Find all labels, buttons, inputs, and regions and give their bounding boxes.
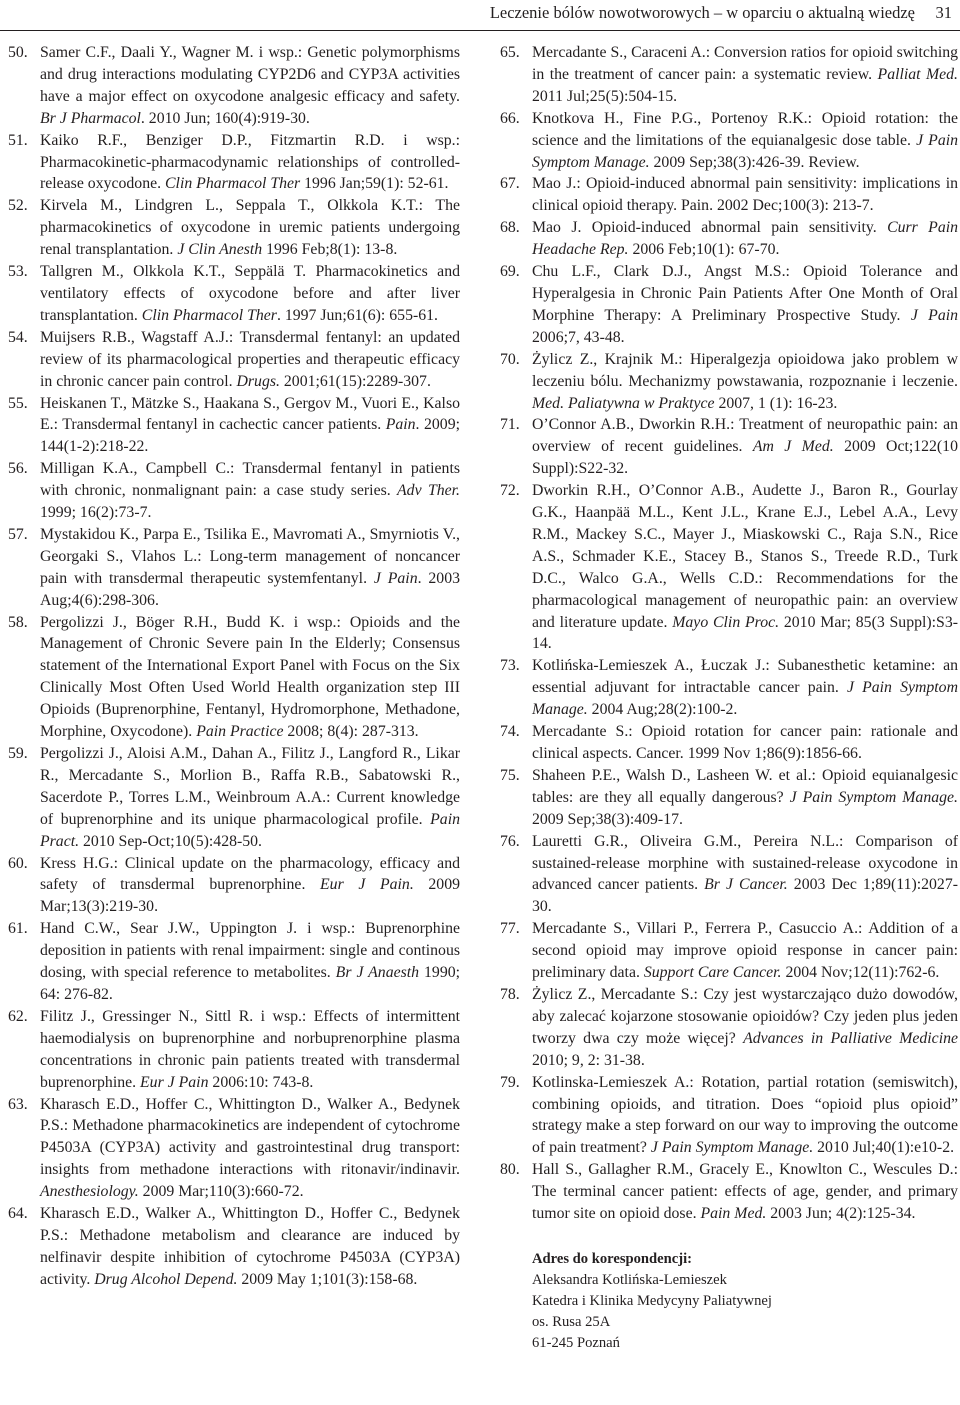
- correspondence-line: Katedra i Klinika Medycyny Paliatywnej: [532, 1292, 772, 1309]
- reference-details: 2009 May 1;101(3):158-68.: [237, 1270, 418, 1288]
- reference-number: 69.: [500, 263, 520, 281]
- reference-journal: Eur J Pain: [140, 1073, 209, 1091]
- reference-details: 2007, 1 (1): 16-23.: [714, 394, 838, 412]
- reference-details: 2009 Mar;13(3):219-30.: [40, 876, 461, 916]
- reference-item: [500, 721, 958, 765]
- reference-number: 60.: [8, 854, 28, 872]
- reference-journal: Med. Paliatywna w Praktyce: [532, 394, 715, 412]
- reference-journal: Mayo Clin Proc.: [672, 613, 780, 631]
- reference-number: 62.: [8, 1007, 28, 1025]
- reference-journal: Br J Pharmacol: [40, 109, 141, 127]
- reference-details: . 2003 Aug;4(6):298-306.: [40, 569, 460, 609]
- reference-journal: Pain: [385, 416, 416, 434]
- reference-text: Mercadante S., Caraceni A.: Conversion ratios for opioid switching in the treatment of cancer pain: a systematic review.: [532, 44, 958, 83]
- reference-number: 78.: [500, 985, 520, 1003]
- reference-journal: Br J Anaesth: [335, 964, 420, 982]
- reference-item: [8, 1006, 460, 1094]
- reference-item: [8, 743, 460, 853]
- reference-item: [8, 42, 460, 130]
- reference-text: Dworkin R.H., O’Connor A.B., Audette J., Baron R., Gourlay G.K., Haanpää M.L., Kent J.L., Krane E.J., Lebel A.A., Levy R.M., Mackey S.C., Mayer J., Miaskowski C., Raja S.N., Rice A.S., Schmader K.E., Stacey B., Stanos S., Treede R.D., Turk D.C., Walco G.A., Wells C.D.: Recommendations for the pharmacological management of neuropathic pain: an overview and literature update.: [532, 482, 958, 631]
- reference-journal: J Clin Anesth: [177, 241, 263, 259]
- reference-item: [8, 612, 460, 743]
- reference-details: 2003 Dec 1;89(11):2027-30.: [532, 876, 958, 916]
- reference-item: [500, 831, 958, 919]
- reference-journal: Br J Cancer.: [704, 876, 788, 894]
- reference-journal: Pain Practice: [196, 723, 284, 741]
- reference-item: [8, 1094, 460, 1204]
- reference-number: 70.: [500, 350, 520, 368]
- reference-number: 53.: [8, 263, 28, 281]
- correspondence-line: Aleksandra Kotlińska-Lemieszek: [532, 1271, 727, 1288]
- reference-number: 71.: [500, 416, 520, 434]
- reference-details: 2009 Sep;38(3):409-17.: [532, 810, 683, 828]
- reference-text: Hall S., Gallagher R.M., Gracely E., Knowlton C., Wescules D.: The terminal cancer patient: effects of age, gender, and primary tumor site on opioid dose.: [532, 1161, 958, 1223]
- reference-journal: J Pain: [373, 569, 418, 587]
- reference-number: 61.: [8, 920, 28, 938]
- reference-journal: Anesthesiology.: [40, 1183, 139, 1201]
- reference-text: Mercadante S., Villari P., Ferrera P., Casuccio A.: Addition of a second opioid may improve opioid response in cancer pain: preliminary data.: [532, 920, 958, 982]
- reference-text: Żylicz Z., Mercadante S.: Czy jest wystarczająco dużo dowodów, aby zalecać kojarzone stosowanie opioidów? Czy jeden plus jeden tworzy dwa czy może więcej?: [532, 985, 958, 1047]
- reference-details: 2011 Jul;25(5):504-15.: [532, 87, 678, 105]
- reference-details: 2006:10: 743-8.: [208, 1073, 314, 1091]
- reference-details: 2010 Sep-Oct;10(5):428-50.: [79, 832, 262, 850]
- reference-journal: Drugs.: [236, 372, 280, 390]
- reference-journal: Eur J Pain.: [320, 876, 414, 894]
- reference-journal: Drug Alcohol Depend.: [94, 1270, 238, 1288]
- reference-number: 73.: [500, 657, 520, 675]
- reference-number: 59.: [8, 745, 28, 762]
- reference-journal: Support Care Cancer.: [643, 964, 782, 982]
- reference-item: [500, 1072, 958, 1160]
- reference-journal: Advances in Palliative Medicine: [743, 1029, 958, 1047]
- reference-journal: Clin Pharmacol Ther: [141, 306, 277, 324]
- reference-journal: J Pain Symptom Manage.: [789, 788, 958, 806]
- reference-text: Mystakidou K., Parpa E., Tsilika E., Mavromati A., Smyrniotis V., Georgaki S., Vlahos L.: Long-term management of noncancer pain with transdermal therapeutic systemfentanyl.: [40, 525, 460, 587]
- reference-item: [8, 853, 460, 919]
- running-title: Leczenie bólów nowotworowych – w oparciu o aktualną wiedzę: [489, 3, 915, 22]
- reference-number: 76.: [500, 832, 520, 850]
- reference-details: 2006;7, 43-48.: [532, 328, 625, 346]
- reference-number: 63.: [8, 1095, 28, 1113]
- reference-text: Tallgren M., Olkkola K.T., Seppälä T. Pharmacokinetics and ventilatory effects of oxycodone before and after liver transplantation.: [40, 263, 460, 324]
- reference-text: Pergolizzi J., Böger R.H., Budd K. i wsp.: Opioids and the Management of Chronic Severe pain In the Elderly; Consensus statement of the International Export Panel with Focus on the Six Clinically Most Often Used World Health organization step III Opioids (Buprenorphine, Fentanyl, Hydromorphone, Methadone, Morphine, Oxycodone).: [40, 613, 460, 741]
- reference-details: 2009 Mar;110(3):660-72.: [138, 1183, 304, 1201]
- reference-text: Mao J. Opioid-induced abnormal pain sensitivity.: [532, 219, 888, 237]
- reference-details: 2009 Sep;38(3):426-39. Review.: [649, 153, 860, 171]
- reference-text: Samer C.F., Daali Y., Wagner M. i wsp.: Genetic polymorphisms and drug interactions modulating CYP2D6 and CYP3A activities have a major effect on oxycodone analgesic efficacy and safety.: [40, 44, 460, 105]
- reference-details: 2003 Jun; 4(2):125-34.: [766, 1205, 916, 1223]
- reference-text: Shaheen P.E., Walsh D., Lasheen W. et al.: Opioid equianalgesic tables: are they all equally dangerous?: [532, 766, 958, 806]
- reference-details: 2004 Aug;28(2):100-2.: [587, 701, 738, 719]
- reference-item: [500, 261, 958, 349]
- reference-journal: Curr Pain Headache Rep.: [532, 219, 959, 259]
- reference-details: 1990; 64: 276-82.: [40, 964, 461, 1003]
- reference-details: 2006 Feb;10(1): 67-70.: [628, 241, 780, 259]
- reference-journal: Clin Pharmacol Ther: [165, 175, 301, 193]
- reference-number: 57.: [8, 525, 28, 543]
- reference-number: 79.: [500, 1073, 520, 1091]
- reference-text: Hand C.W., Sear J.W., Uppington J. i wsp.: Buprenorphine deposition in patients with renal impairment: single and continous dosing, with special reference to metabolites.: [40, 920, 460, 982]
- reference-journal: J Pain: [910, 306, 958, 324]
- reference-journal: Adv Ther.: [397, 482, 460, 500]
- reference-journal: Am J Med.: [752, 438, 834, 456]
- reference-text: Chu L.F., Clark D.J., Angst M.S.: Opioid Tolerance and Hyperalgesia in Chronic Pain Patients After One Month of Oral Morphine Therapy: A Preliminary Prospective Study.: [532, 263, 958, 324]
- reference-number: 72.: [500, 482, 520, 500]
- reference-details: 2008; 8(4): 287-313.: [283, 723, 419, 741]
- reference-item: [500, 349, 958, 415]
- reference-details: 1999; 16(2):73-7.: [40, 504, 152, 522]
- reference-number: 52.: [8, 197, 28, 215]
- reference-item: [500, 42, 958, 108]
- reference-item: [500, 414, 958, 480]
- reference-details: 1996 Feb;8(1): 13-8.: [262, 241, 398, 259]
- reference-number: 55.: [8, 394, 28, 412]
- reference-number: 74.: [500, 723, 520, 741]
- reference-details: 2009 Oct;122(10 Suppl):S22-32.: [532, 438, 958, 478]
- references-left-column: [8, 42, 460, 1291]
- reference-text: Kress H.G.: Clinical update on the pharmacology, efficacy and safety of transdermal buprenorphine.: [40, 854, 460, 894]
- reference-details: . 1997 Jun;61(6): 655-61.: [276, 306, 438, 324]
- reference-item: [500, 655, 958, 721]
- reference-number: 77.: [500, 920, 520, 938]
- reference-number: 67.: [500, 175, 520, 193]
- reference-details: 2004 Nov;12(11):762-6.: [781, 964, 940, 982]
- correspondence-block: [532, 1249, 958, 1354]
- reference-journal: J Pain Symptom Manage.: [650, 1139, 814, 1157]
- reference-details: . 2009; 144(1-2):218-22.: [40, 416, 460, 456]
- reference-text: Milligan K.A., Campbell C.: Transdermal fentanyl in patients with chronic, nonmalignant pain: a case study series.: [40, 460, 460, 500]
- reference-text: Mercadante S.: Opioid rotation for cancer pain: rationale and clinical aspects. Cancer. 1999 Nov 1;86(9):1856-66.: [532, 723, 958, 762]
- reference-details: 2010; 9, 2: 31-38.: [532, 1051, 645, 1069]
- correspondence-label: Adres do korespondencji:: [532, 1250, 693, 1267]
- page-header: [0, 0, 960, 31]
- reference-item: [500, 173, 958, 217]
- reference-item: [8, 458, 460, 524]
- page-number: 31: [935, 3, 952, 22]
- reference-number: 68.: [500, 219, 520, 237]
- reference-text: Muijsers R.B., Wagstaff A.J.: Transdermal fentanyl: an updated review of its pharmacological properties and therapeutic efficacy in chronic cancer pain control.: [40, 328, 460, 390]
- reference-text: Lauretti G.R., Oliveira G.M., Pereira N.L.: Comparison of sustained-release morphine with sustained-release oxycodone in advanced cancer patients.: [532, 832, 958, 894]
- reference-journal: J Pain Symptom Manage.: [532, 131, 959, 171]
- reference-text: Żylicz Z., Krajnik M.: Hiperalgezja opioidowa jako problem w leczeniu bólu. Mechanizmy powstawania, rozpoznanie i leczenie.: [532, 350, 958, 390]
- reference-item: [8, 130, 460, 196]
- reference-item: [500, 765, 958, 831]
- reference-journal: Palliat Med.: [877, 65, 958, 83]
- reference-number: 56.: [8, 460, 28, 478]
- reference-number: 54.: [8, 328, 28, 346]
- correspondence-line: 61-245 Poznań: [532, 1334, 620, 1351]
- reference-item: [500, 480, 958, 655]
- reference-details: 1996 Jan;59(1): 52-61.: [300, 175, 449, 193]
- reference-item: [500, 984, 958, 1072]
- reference-item: [500, 918, 958, 984]
- reference-journal: Pain Pract.: [40, 810, 460, 850]
- reference-text: Kharasch E.D., Hoffer C., Whittington D., Walker A., Bedynek P.S.: Methadone pharmacokinetics are independent of cytochrome P4503A (CYP3A) activity and gastrointestinal drug transport: insights from methadone interactions with ritonavir/indinavir.: [40, 1095, 460, 1179]
- reference-number: 80.: [500, 1161, 520, 1179]
- reference-text: O’Connor A.B., Dworkin R.H.: Treatment of neuropathic pain: an overview of recent guidelines.: [532, 416, 958, 456]
- reference-item: [8, 195, 460, 261]
- reference-item: [8, 918, 460, 1006]
- references-right-column: [500, 42, 958, 1354]
- reference-text: Kotlińska-Lemieszek A., Łuczak J.: Subanesthetic ketamine: an essential adjuvant for intractable cancer pain.: [532, 657, 958, 697]
- reference-number: 65.: [500, 44, 520, 61]
- reference-number: 51.: [8, 131, 28, 149]
- reference-number: 64.: [8, 1205, 28, 1223]
- reference-text: Mao J.: Opioid-induced abnormal pain sensitivity: implications in clinical opioid therapy. Pain. 2002 Dec;100(3): 213-7.: [532, 175, 958, 215]
- reference-text: Kaiko R.F., Benziger D.P., Fitzmartin R.D. i wsp.: Pharmacokinetic-pharmacodynamic relationships of controlled-release oxycodone.: [40, 131, 460, 193]
- reference-details: 2010 Mar; 85(3 Suppl):S3-14.: [532, 613, 958, 653]
- reference-item: [8, 327, 460, 393]
- reference-number: 66.: [500, 109, 520, 127]
- reference-journal: J Pain Symptom Manage.: [532, 679, 958, 719]
- reference-item: [500, 108, 958, 174]
- reference-text: Kotlinska-Lemieszek A.: Rotation, partial rotation (semiswitch), combining opioids, and titration. Does “opioid plus opioid” strategy make a step forward on our way to improving the outcome of pain treatment?: [532, 1073, 958, 1157]
- reference-text: Kirvela M., Lindgren L., Seppala T., Olkkola K.T.: The pharmacokinetics of oxycodone in uremic patients undergoing renal transplantation.: [40, 197, 460, 259]
- reference-text: Kharasch E.D., Walker A., Whittington D., Hoffer C., Bedynek P.S.: Methadone metabolism and clearance are induced by nelfinavir despite inhibition of cytochrome P4503A (CYP3A) activity.: [40, 1205, 460, 1288]
- reference-item: [8, 393, 460, 459]
- reference-journal: Pain Med.: [700, 1205, 767, 1223]
- reference-text: Pergolizzi J., Aloisi A.M., Dahan A., Filitz J., Langford R., Likar R., Mercadante S., Morlion B., Raffa R.B., Sabatowski R., Sacerdote P., Torres L.M., Weinbroum A.A.: Current knowledge of buprenorphine and its unique pharmacological profile.: [40, 745, 460, 828]
- reference-text: Knotkova H., Fine P.G., Portenoy R.K.: Opioid rotation: the science and the limitations of the equianalgesic dose table.: [532, 109, 958, 149]
- correspondence-line: os. Rusa 25A: [532, 1313, 611, 1330]
- reference-number: 58.: [8, 613, 28, 631]
- reference-number: 50.: [8, 44, 28, 61]
- reference-item: [8, 1203, 460, 1291]
- reference-item: [500, 217, 958, 261]
- reference-details: 2001;61(15):2289-307.: [279, 372, 431, 390]
- reference-details: 2010 Jul;40(1):e10-2.: [813, 1139, 955, 1157]
- reference-text: Heiskanen T., Mätzke S., Haakana S., Gergov M., Vuori E., Kalso E.: Transdermal fentanyl in cachectic cancer patients.: [40, 394, 460, 434]
- reference-item: [8, 261, 460, 327]
- reference-number: 75.: [500, 766, 520, 784]
- reference-details: . 2010 Jun; 160(4):919-30.: [140, 109, 310, 127]
- reference-item: [500, 1159, 958, 1225]
- reference-text: Filitz J., Gressinger N., Sittl R. i wsp.: Effects of intermittent haemodialysis on buprenorphine and norbuprenorphine plasma concentrations in chronic pain patients treated with transdermal buprenorphine.: [40, 1007, 460, 1091]
- reference-item: [8, 524, 460, 612]
